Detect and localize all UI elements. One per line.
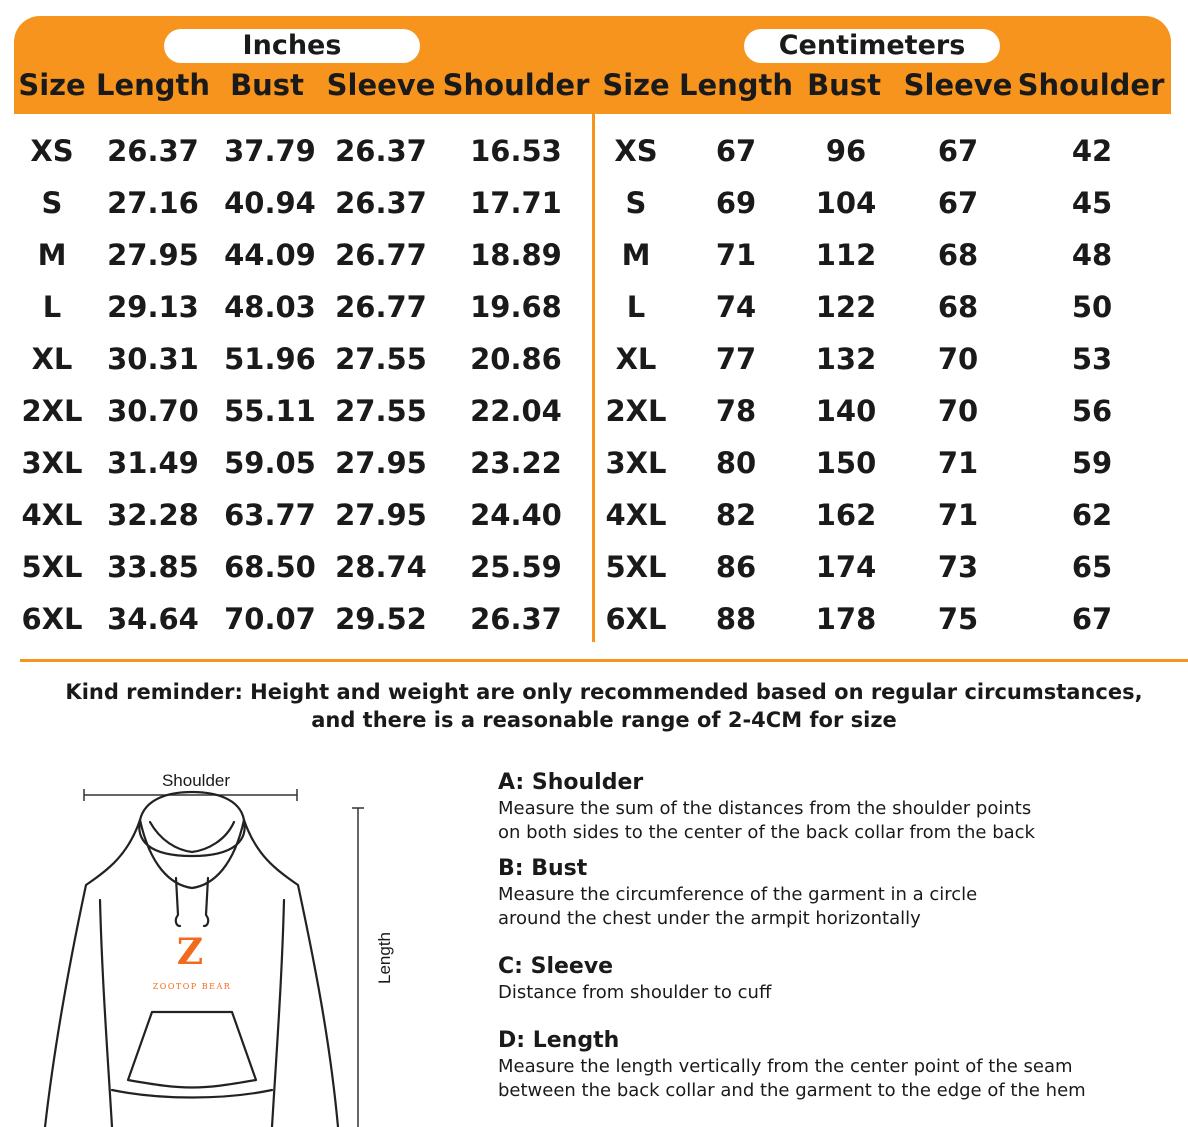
- sleeve-in-cell: 26.77: [335, 238, 427, 272]
- definition-length-title: D: Length: [498, 1028, 620, 1053]
- length-cm-cell: 88: [715, 602, 757, 636]
- length-cm-cell: 67: [715, 134, 757, 168]
- sleeve-cm-cell: 68: [937, 290, 979, 324]
- sleeve-in-cell: 26.37: [335, 134, 427, 168]
- bust-in-cell: 48.03: [224, 290, 316, 324]
- size-cell: L: [626, 290, 646, 324]
- bust-in-cell: 55.11: [224, 394, 316, 428]
- sleeve-in-cell: 26.77: [335, 290, 427, 324]
- sleeve-cm-cell: 73: [937, 550, 979, 584]
- size-cell: M: [621, 238, 651, 272]
- bust-cm-cell: 174: [815, 550, 877, 584]
- size-cell: 4XL: [21, 498, 83, 532]
- length-cm-cell: 86: [715, 550, 757, 584]
- shoulder-in-cell: 16.53: [470, 134, 562, 168]
- length-cm-cell: 80: [715, 446, 757, 480]
- length-in-cell: 29.13: [107, 290, 199, 324]
- sleeve-cm-cell: 71: [937, 498, 979, 532]
- length-in-cell: 32.28: [107, 498, 199, 532]
- shoulder-measure-line: [84, 789, 297, 801]
- header-length-inches: Length: [95, 68, 211, 102]
- header-sleeve-cm: Sleeve: [903, 68, 1013, 102]
- shoulder-in-cell: 23.22: [470, 446, 562, 480]
- definition-sleeve-text: [498, 981, 1178, 1005]
- size-cell: M: [37, 238, 67, 272]
- bust-cm-cell: 140: [815, 394, 877, 428]
- sleeve-cm-cell: 67: [937, 134, 979, 168]
- length-in-cell: 30.31: [107, 342, 199, 376]
- brand-logo-icon: Z: [176, 931, 204, 973]
- bust-cm-cell: 150: [815, 446, 877, 480]
- centimeters-label: Centimeters: [744, 29, 1000, 63]
- definition-shoulder-text: [498, 797, 1178, 845]
- shoulder-cm-cell: 56: [1071, 394, 1113, 428]
- size-cell: L: [42, 290, 62, 324]
- sleeve-in-cell: 26.37: [335, 186, 427, 220]
- size-cell: XL: [31, 342, 73, 376]
- length-in-cell: 30.70: [107, 394, 199, 428]
- bust-cm-cell: 104: [815, 186, 877, 220]
- length-label: Length: [375, 932, 394, 984]
- header-bust-cm: Bust: [807, 68, 881, 102]
- bust-in-cell: 40.94: [224, 186, 316, 220]
- shoulder-cm-cell: 48: [1071, 238, 1113, 272]
- length-in-cell: 34.64: [107, 602, 199, 636]
- sleeve-in-cell: 28.74: [335, 550, 427, 584]
- sleeve-in-cell: 29.52: [335, 602, 427, 636]
- definition-bust-text: [498, 883, 1178, 931]
- sleeve-cm-cell: 71: [937, 446, 979, 480]
- size-cell: 5XL: [605, 550, 667, 584]
- bust-cm-cell: 96: [825, 134, 867, 168]
- definition-sleeve-title: C: Sleeve: [498, 954, 614, 979]
- size-cell: XS: [30, 134, 74, 168]
- definition-line: Distance from shoulder to cuff: [498, 982, 772, 1003]
- definition-line: Measure the length vertically from the center point of the seam: [498, 1056, 1073, 1077]
- bust-in-cell: 68.50: [224, 550, 316, 584]
- bust-in-cell: 51.96: [224, 342, 316, 376]
- sleeve-cm-cell: 70: [937, 342, 979, 376]
- bust-cm-cell: 112: [815, 238, 877, 272]
- definition-length-text: [498, 1055, 1178, 1103]
- shoulder-cm-cell: 50: [1071, 290, 1113, 324]
- shoulder-cm-cell: 62: [1071, 498, 1113, 532]
- length-in-cell: 31.49: [107, 446, 199, 480]
- size-cell: 3XL: [605, 446, 667, 480]
- sleeve-in-cell: 27.95: [335, 498, 427, 532]
- shoulder-cm-cell: 59: [1071, 446, 1113, 480]
- shoulder-in-cell: 26.37: [470, 602, 562, 636]
- length-cm-cell: 71: [715, 238, 757, 272]
- bust-in-cell: 70.07: [224, 602, 316, 636]
- shoulder-in-cell: 24.40: [470, 498, 562, 532]
- bust-cm-cell: 162: [815, 498, 877, 532]
- shoulder-cm-cell: 67: [1071, 602, 1113, 636]
- shoulder-in-cell: 19.68: [470, 290, 562, 324]
- sleeve-cm-cell: 67: [937, 186, 979, 220]
- length-cm-cell: 69: [715, 186, 757, 220]
- brand-logo-text: ZOOTOP BEAR: [152, 982, 232, 991]
- size-cell: XL: [615, 342, 657, 376]
- size-cell: 4XL: [605, 498, 667, 532]
- bust-cm-cell: 132: [815, 342, 877, 376]
- sleeve-in-cell: 27.95: [335, 446, 427, 480]
- definition-bust-title: B: Bust: [498, 856, 588, 881]
- size-cell: 6XL: [605, 602, 667, 636]
- size-cell: XS: [614, 134, 658, 168]
- section-divider: [20, 659, 1188, 662]
- bust-in-cell: 37.79: [224, 134, 316, 168]
- definition-line: Measure the sum of the distances from the shoulder points: [498, 798, 1032, 819]
- header-shoulder-cm: Shoulder: [1017, 68, 1165, 102]
- size-cell: 2XL: [21, 394, 83, 428]
- length-in-cell: 27.16: [107, 186, 199, 220]
- shoulder-in-cell: 22.04: [470, 394, 562, 428]
- shoulder-in-cell: 18.89: [470, 238, 562, 272]
- sleeve-in-cell: 27.55: [335, 342, 427, 376]
- shoulder-cm-cell: 42: [1071, 134, 1113, 168]
- size-cell: S: [41, 186, 63, 220]
- header-size-cm: Size: [602, 68, 670, 102]
- header-length-cm: Length: [678, 68, 794, 102]
- definition-line: on both sides to the center of the back collar from the back: [498, 822, 1035, 843]
- size-cell: 2XL: [605, 394, 667, 428]
- definition-shoulder-title: A: Shoulder: [498, 770, 644, 795]
- definition-line: Measure the circumference of the garment in a circle: [498, 884, 978, 905]
- shoulder-label: Shoulder: [161, 771, 231, 790]
- bust-in-cell: 44.09: [224, 238, 316, 272]
- reminder-line-2: and there is a reasonable range of 2-4CM for size: [311, 708, 897, 732]
- header-bust-inches: Bust: [230, 68, 304, 102]
- shoulder-cm-cell: 53: [1071, 342, 1113, 376]
- header-sleeve-inches: Sleeve: [326, 68, 436, 102]
- definition-line: between the back collar and the garment to the edge of the hem: [498, 1080, 1086, 1101]
- definition-line: around the chest under the armpit horizontally: [498, 908, 921, 929]
- sleeve-cm-cell: 75: [937, 602, 979, 636]
- bust-in-cell: 63.77: [224, 498, 316, 532]
- length-in-cell: 27.95: [107, 238, 199, 272]
- shoulder-in-cell: 17.71: [470, 186, 562, 220]
- size-cell: 6XL: [21, 602, 83, 636]
- shoulder-in-cell: 25.59: [470, 550, 562, 584]
- sleeve-cm-cell: 70: [937, 394, 979, 428]
- header-size-inches: Size: [18, 68, 86, 102]
- hoodie-diagram: [0, 760, 420, 1127]
- length-cm-cell: 74: [715, 290, 757, 324]
- size-cell: 3XL: [21, 446, 83, 480]
- length-measure-line: [352, 808, 364, 1127]
- length-in-cell: 26.37: [107, 134, 199, 168]
- length-cm-cell: 77: [715, 342, 757, 376]
- bust-cm-cell: 122: [815, 290, 877, 324]
- shoulder-cm-cell: 45: [1071, 186, 1113, 220]
- length-cm-cell: 82: [715, 498, 757, 532]
- sleeve-cm-cell: 68: [937, 238, 979, 272]
- sleeve-in-cell: 27.55: [335, 394, 427, 428]
- bust-in-cell: 59.05: [224, 446, 316, 480]
- column-divider: [592, 114, 595, 642]
- size-cell: S: [625, 186, 647, 220]
- shoulder-in-cell: 20.86: [470, 342, 562, 376]
- header-shoulder-inches: Shoulder: [442, 68, 590, 102]
- length-in-cell: 33.85: [107, 550, 199, 584]
- length-cm-cell: 78: [715, 394, 757, 428]
- table-header-band: [14, 16, 1171, 114]
- bust-cm-cell: 178: [815, 602, 877, 636]
- size-reminder: [0, 678, 1188, 734]
- shoulder-cm-cell: 65: [1071, 550, 1113, 584]
- size-cell: 5XL: [21, 550, 83, 584]
- inches-label: Inches: [164, 29, 420, 63]
- reminder-line-1: Kind reminder: Height and weight are only recommended based on regular circumstances,: [65, 680, 1143, 704]
